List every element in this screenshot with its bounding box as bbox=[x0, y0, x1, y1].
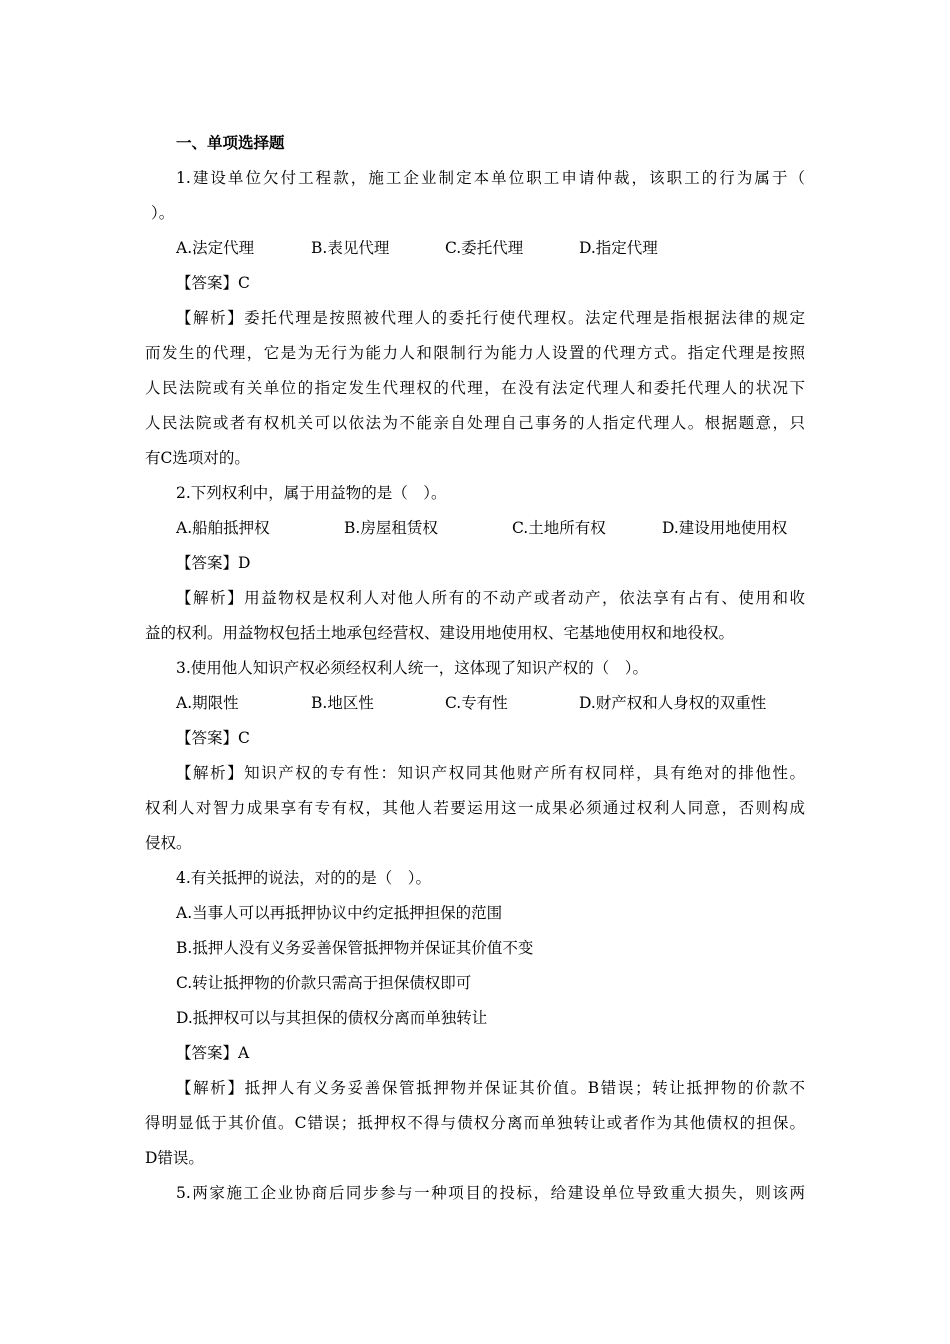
question-4 bbox=[145, 861, 805, 1176]
document-content bbox=[145, 126, 805, 1211]
explanation-line: 权利人对智力成果享有专有权，其他人若要运用这一成果必须通过权利人同意，否则构成 bbox=[145, 799, 805, 817]
answer: 【答案】A bbox=[176, 1044, 250, 1062]
option-c: C.委托代理 bbox=[445, 239, 524, 257]
question-stem: 5.两家施工企业协商后同步参与一种项目的投标，给建设单位导致重大损失，则该两 bbox=[176, 1184, 805, 1202]
options-row bbox=[145, 231, 805, 266]
option-a: A.船舶抵押权 bbox=[176, 519, 270, 537]
question-stem: 1.建设单位欠付工程款，施工企业制定本单位职工申请仲裁，该职工的行为属于（ bbox=[176, 169, 805, 187]
question-stem: 4.有关抵押的说法，对的的是（ ）。 bbox=[176, 869, 432, 887]
explanation-line: 【解析】委托代理是按照被代理人的委托行使代理权。法定代理是指根据法律的规定 bbox=[176, 309, 805, 327]
option-d: D.抵押权可以与其担保的债权分离而单独转让 bbox=[176, 1009, 488, 1027]
question-stem: ）。 bbox=[151, 204, 175, 222]
question-stem: 2.下列权利中，属于用益物的是（ ）。 bbox=[176, 484, 447, 502]
option-a: A.当事人可以再抵押协议中约定抵押担保的范围 bbox=[176, 904, 503, 922]
option-a: A.期限性 bbox=[176, 694, 239, 712]
option-d: D.建设用地使用权 bbox=[662, 519, 788, 537]
question-stem: 3.使用他人知识产权必须经权利人统一，这体现了知识产权的（ ）。 bbox=[176, 659, 649, 677]
option-c: C.土地所有权 bbox=[512, 519, 606, 537]
option-b: B.抵押人没有义务妥善保管抵押物并保证其价值不变 bbox=[176, 939, 534, 957]
option-b: B.房屋租赁权 bbox=[344, 519, 438, 537]
question-1 bbox=[145, 161, 805, 476]
explanation-line: 而发生的代理，它是为无行为能力人和限制行为能力人设置的代理方式。指定代理是按照 bbox=[145, 344, 805, 362]
question-3 bbox=[145, 651, 805, 861]
option-a: A.法定代理 bbox=[176, 239, 255, 257]
explanation-line: 侵权。 bbox=[145, 834, 192, 852]
explanation-line: 人民法院或者有权机关可以依法为不能亲自处理自己事务的人指定代理人。根据题意，只 bbox=[145, 414, 805, 432]
options-row bbox=[145, 511, 805, 546]
explanation-line: 益的权利。用益物权包括土地承包经营权、建设用地使用权、宅基地使用权和地役权。 bbox=[145, 624, 735, 642]
answer: 【答案】C bbox=[176, 729, 250, 747]
question-2 bbox=[145, 476, 805, 651]
explanation-line: 【解析】知识产权的专有性：知识产权同其他财产所有权同样，具有绝对的排他性。 bbox=[176, 764, 805, 782]
option-d: D.财产权和人身权的双重性 bbox=[579, 694, 767, 712]
explanation-line: D错误。 bbox=[145, 1149, 204, 1167]
explanation-line: 得明显低于其价值。C错误；抵押权不得与债权分离而单独转让或者作为其他债权的担保。 bbox=[145, 1114, 805, 1132]
explanation-line: 人民法院或有关单位的指定发生代理权的代理，在没有法定代理人和委托代理人的状况下 bbox=[145, 379, 805, 397]
explanation-line: 【解析】用益物权是权利人对他人所有的不动产或者动产，依法享有占有、使用和收 bbox=[176, 589, 805, 607]
explanation-line: 有C选项对的。 bbox=[145, 449, 250, 467]
answer: 【答案】C bbox=[176, 274, 250, 292]
answer: 【答案】D bbox=[176, 554, 251, 572]
option-d: D.指定代理 bbox=[579, 239, 658, 257]
option-b: B.地区性 bbox=[311, 694, 374, 712]
question-5 bbox=[145, 1176, 805, 1211]
section-title: 一、单项选择题 bbox=[176, 134, 285, 152]
explanation-line: 【解析】抵押人有义务妥善保管抵押物并保证其价值。B错误；转让抵押物的价款不 bbox=[176, 1079, 805, 1097]
options-row bbox=[145, 686, 805, 721]
option-b: B.表见代理 bbox=[311, 239, 390, 257]
option-c: C.专有性 bbox=[445, 694, 508, 712]
option-c: C.转让抵押物的价款只需高于担保债权即可 bbox=[176, 974, 472, 992]
